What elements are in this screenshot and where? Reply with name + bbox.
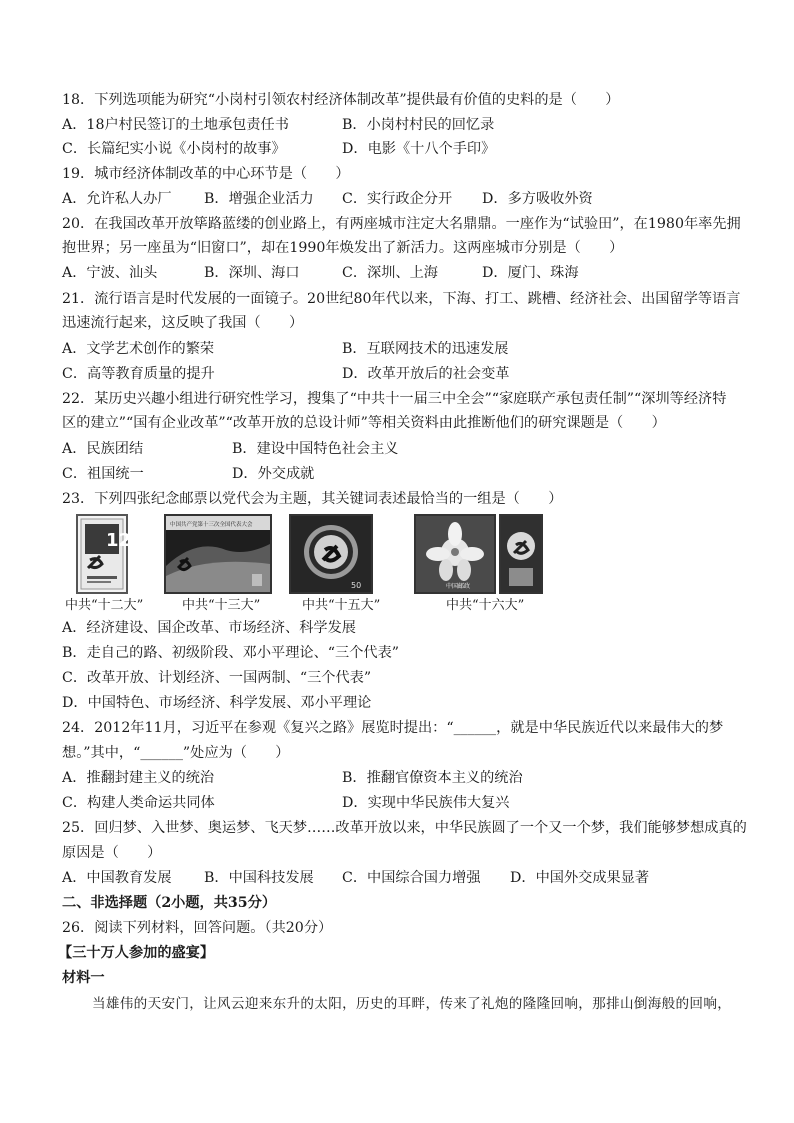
- q24-option-c: C．构建人类命运共同体: [62, 795, 215, 811]
- q20-option-b: B．深圳、海口: [204, 265, 300, 281]
- question-21-line1: 21．流行语言是时代发展的一面镜子。20世纪80年代以来，下海、打工、跳槽、经济社会、出国留学等语言: [62, 291, 741, 307]
- question-24-line2: 想。”其中，“______”处应为（ ）: [62, 745, 290, 761]
- question-21-line2: 迅速流行起来，这反映了我国（ ）: [62, 315, 304, 331]
- q19-option-b: B．增强企业活力: [204, 191, 314, 207]
- q22-option-b: B．建设中国特色社会主义: [232, 441, 399, 457]
- q25-option-c: C．中国综合国力增强: [342, 870, 481, 886]
- q20-option-c: C．深圳、上海: [342, 265, 438, 281]
- question-20-line2: 抱世界；另一座虽为“旧窗口”，却在1990年焕发出了新活力。这两座城市分别是（ ）: [62, 240, 624, 256]
- q24-option-d: D．实现中华民族伟大复兴: [342, 795, 510, 811]
- stamp-15th-value: 50: [351, 581, 362, 590]
- q18-option-a: A．18户村民签订的土地承包责任书: [62, 117, 289, 133]
- stamp-caption-13th: 中共“十三大”: [182, 598, 261, 613]
- q20-option-a: A．宁波、汕头: [62, 265, 158, 281]
- q21-option-d: D．改革开放后的社会变革: [342, 366, 510, 382]
- stamp-12th-number: 12: [106, 530, 132, 551]
- q19-option-c: C．实行政企分开: [342, 191, 453, 207]
- question-22-line2: 区的建立”“国有企业改革”“改革开放的总设计师”等相关资料由此推断他们的研究课题是（ ）: [62, 415, 666, 431]
- q23-option-a: A．经济建设、国企改革、市场经济、科学发展: [62, 620, 356, 636]
- q22-option-c: C．祖国统一: [62, 466, 144, 482]
- stamp-caption-12th: 中共“十二大”: [65, 598, 144, 613]
- q22-option-d: D．外交成就: [232, 466, 315, 482]
- q19-option-a: A．允许私人办厂: [62, 191, 172, 207]
- q20-option-d: D．厦门、珠海: [482, 265, 579, 281]
- q22-option-a: A．民族团结: [62, 441, 144, 457]
- q24-option-b: B．推翻官僚资本主义的统治: [342, 770, 523, 786]
- stamp-15th-congress: [289, 514, 373, 594]
- q21-option-b: B．互联网技术的迅速发展: [342, 341, 509, 357]
- q23-option-b: B．走自己的路、初级阶段、邓小平理论、“三个代表”: [62, 645, 400, 661]
- q25-option-a: A．中国教育发展: [62, 870, 172, 886]
- stamp-12th-congress: [76, 514, 132, 594]
- q24-option-a: A．推翻封建主义的统治: [62, 770, 215, 786]
- question-26: 26．阅读下列材料，回答问题。（共20分）: [62, 920, 333, 936]
- stamp-caption-16th: 中共“十六大”: [446, 598, 525, 613]
- q21-option-a: A．文学艺术创作的繁荣: [62, 341, 215, 357]
- question-25-line1: 25．回归梦、入世梦、奥运梦、飞天梦……改革开放以来，中华民族圆了一个又一个梦，我们能够梦想成真的: [62, 820, 747, 836]
- question-22-line1: 22．某历史兴趣小组进行研究性学习，搜集了“中共十一届三中全会”“家庭联产承包责任制”“深圳等经济特: [62, 391, 727, 407]
- q21-option-c: C．高等教育质量的提升: [62, 366, 215, 382]
- q25-option-d: D．中国外交成果显著: [510, 870, 650, 886]
- stamp-16th-label: 中国邮政: [446, 583, 471, 590]
- q23-option-c: C．改革开放、计划经济、一国两制、“三个代表”: [62, 670, 372, 686]
- section-2-heading: 二、非选择题（2小题，共35分）: [62, 895, 277, 911]
- stamp-16th-emblem-graphic: [501, 516, 541, 592]
- stamp-13th-graphic: [166, 516, 270, 592]
- stamp-13th-congress: [164, 514, 272, 594]
- q18-option-d: D．电影《十八个手印》: [342, 141, 496, 157]
- material-1-label: 材料一: [62, 970, 105, 986]
- stamp-16th-congress-flower: [414, 514, 496, 594]
- question-20-line1: 20．在我国改革开放筚路蓝缕的创业路上，有两座城市注定大名鼎鼎。一座作为“试验田”，在1980年率先拥: [62, 216, 741, 232]
- question-24-line1: 24．2012年11月，习近平在参观《复兴之路》展览时提出：“______，就是中华民族近代以来最伟大的梦: [62, 720, 724, 736]
- q18-option-b: B．小岗村村民的回忆录: [342, 117, 495, 133]
- stamp-16th-flower-graphic: [416, 516, 494, 592]
- stamp-16th-congress-emblem: [499, 514, 543, 594]
- stamp-caption-15th: 中共“十五大”: [302, 598, 381, 613]
- q19-option-d: D．多方吸收外资: [482, 191, 593, 207]
- q23-option-d: D．中国特色、市场经济、科学发展、邓小平理论: [62, 695, 372, 711]
- stamp-15th-graphic: [291, 516, 371, 592]
- q26-material-title: 【三十万人参加的盛宴】: [58, 945, 215, 961]
- stamp-12th-graphic: [78, 516, 132, 592]
- q25-option-b: B．中国科技发展: [204, 870, 314, 886]
- question-23: 23．下列四张纪念邮票以党代会为主题，其关键词表述最恰当的一组是（ ）: [62, 491, 563, 507]
- stamp-13th-header: 中国共产党第十三次全国代表大会: [170, 522, 253, 528]
- q18-option-c: C．长篇纪实小说《小岗村的故事》: [62, 141, 286, 157]
- question-25-line2: 原因是（ ）: [62, 845, 162, 861]
- question-18: 18．下列选项能为研究“小岗村引领农村经济体制改革”提供最有价值的史料的是（ ）: [62, 92, 620, 108]
- question-19: 19．城市经济体制改革的中心环节是（ ）: [62, 166, 350, 182]
- material-1-text: 当雄伟的天安门，让风云迎来东升的太阳，历史的耳畔，传来了礼炮的隆隆回响，那排山倒海般的回响，: [92, 996, 732, 1012]
